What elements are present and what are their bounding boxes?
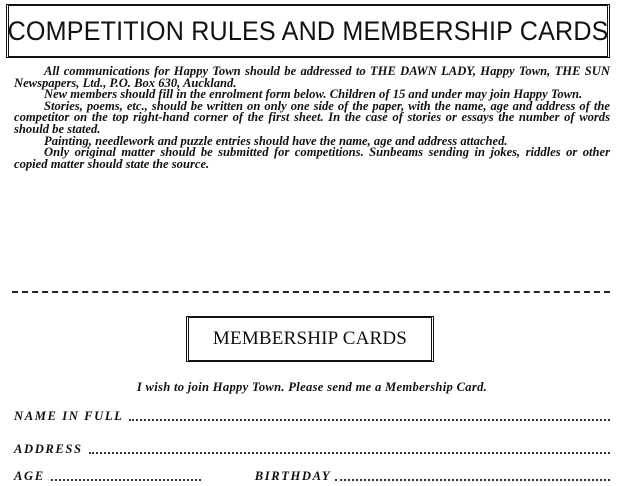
rules-section	[14, 66, 610, 170]
age-label: AGE	[14, 469, 45, 483]
membership-title: MEMBERSHIP CARDS	[212, 328, 408, 349]
rule-paragraph: Painting, needlework and puzzle entries should have the name, age and address attached.	[44, 133, 508, 148]
membership-request: I wish to join Happy Town. Please send me a Membership Card.	[136, 380, 488, 394]
address-row	[14, 441, 610, 457]
rule-paragraph: Only original matter should be submitted for competitions. Sunbeams sending in jokes, riddles or other copied matter should state the source.	[14, 145, 610, 171]
age-birthday-row	[14, 468, 610, 484]
page-title: COMPETITION RULES AND MEMBERSHIP CARDS	[7, 15, 609, 46]
address-label: ADDRESS	[14, 442, 83, 456]
name-label: NAME IN FULL	[14, 409, 124, 423]
heading-box	[6, 4, 610, 58]
rule-paragraph: All communications for Happy Town should be addressed to THE DAWN LADY, Happy Town, THE SUN Newspapers, Ltd., P.O. Box 630, Auckland.	[14, 64, 610, 90]
rule-paragraph: Stories, poems, etc., should be written on only one side of the paper, with the name, age and address of the competitor on the top right-hand corner of the first sheet. In the case of stories or essays the number of words should be stated.	[14, 98, 610, 136]
age-field[interactable]	[51, 479, 201, 481]
membership-heading-box	[186, 316, 434, 362]
rule-paragraph: New members should fill in the enrolment form below. Children of 15 and under may join Happy Town.	[44, 87, 583, 102]
section-divider	[12, 291, 610, 293]
address-field[interactable]	[89, 452, 610, 454]
name-row	[14, 408, 610, 424]
birthday-field[interactable]	[335, 479, 610, 481]
name-field[interactable]	[129, 419, 610, 421]
birthday-label: BIRTHDAY	[254, 469, 332, 483]
